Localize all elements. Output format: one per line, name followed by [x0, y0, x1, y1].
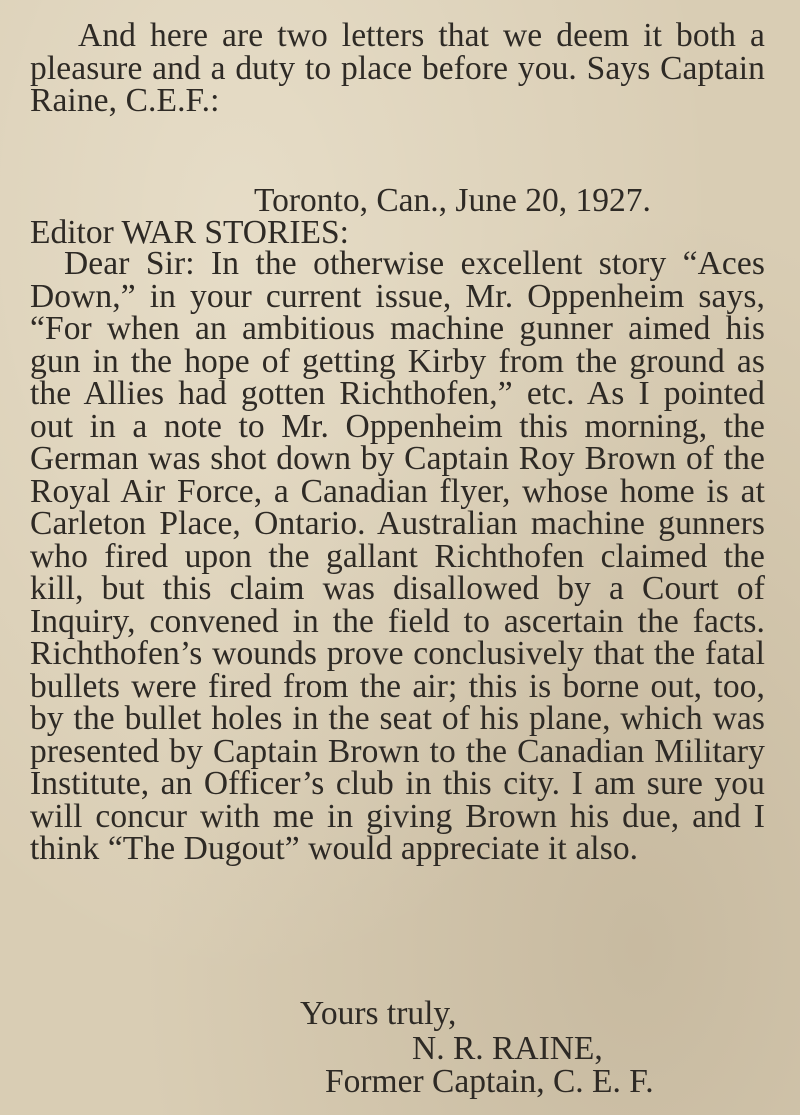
letter-body: Dear Sir: In the otherwise excellent story “Aces Down,” in your current issue, Mr. Oppenheim says, “For when an ambitious machine gunner aimed his gun in the hope of getting Kirby from the ground as the Allies had gotten Richthofen,” etc. As I pointed out in a note to Mr. Oppenheim this morning, the German was shot down by Captain Roy Brown of the Royal Air Force, a Canadian flyer, whose home is at Carleton Place, Ontario. Australian machine gunners who fired upon the gallant Richthofen claimed the kill, but this claim was disallowed by a Court of Inquiry, convened in the field to ascertain the facts. Richthofen’s wounds prove conclusively that the fatal bullets were fired from the air; this is borne out, too, by the bullet holes in the seat of his plane, which was presented by Captain Brown to the Canadian Military Institute, an Officer’s club in this city. I am sure you will concur with me in giving Brown his due, and I think “The Dugout” would appreciate it also.: [30, 245, 765, 867]
intro-paragraph: And here are two letters that we deem it both a pleasure and a duty to place before you. Says Captain Raine, C.E.F.:: [30, 17, 765, 120]
signature-name: N. R. RAINE,: [412, 1030, 603, 1067]
signature-title: Former Captain, C. E. F.: [325, 1063, 654, 1100]
letter-closing: Yours truly,: [300, 995, 457, 1032]
letter-dateline: Toronto, Can., June 20, 1927.: [254, 182, 651, 219]
letter-salutation: Editor WAR STORIES:: [30, 214, 349, 251]
